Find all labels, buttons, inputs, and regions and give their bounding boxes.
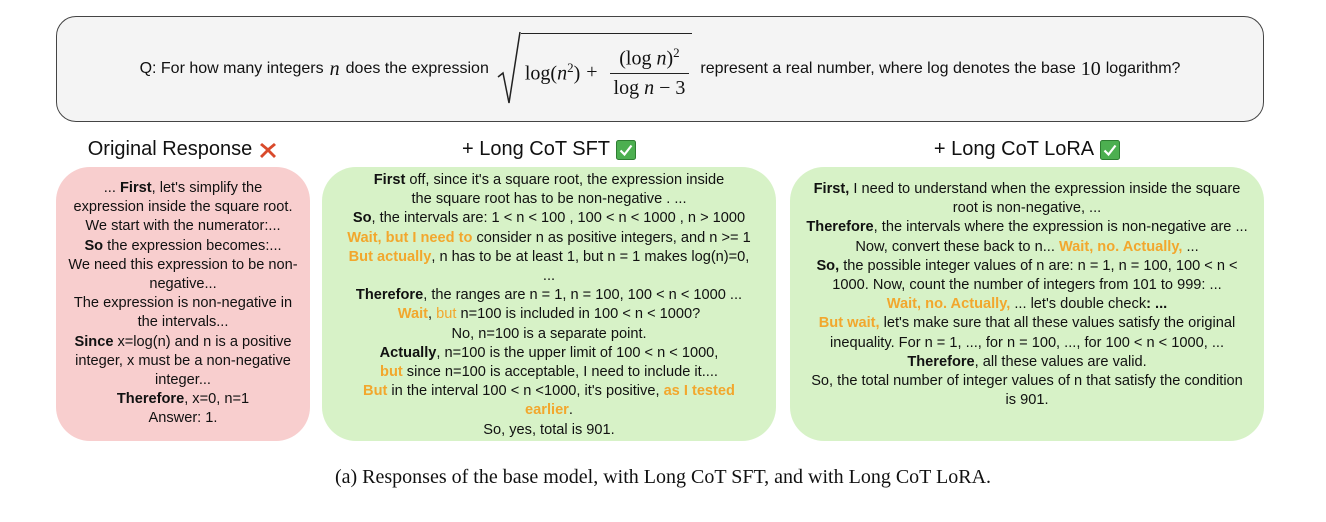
green-check-icon [1100, 140, 1120, 160]
fraction-denominator: log n − 3 [610, 73, 690, 100]
square-root-symbol [497, 31, 521, 107]
math-expression [497, 31, 693, 107]
heading-long-cot-lora: + Long CoT LoRA [790, 138, 1264, 161]
question-base: 10 [1080, 57, 1101, 80]
figure-caption: (a) Responses of the base model, with Long CoT SFT, and with Long CoT LoRA. [334, 466, 992, 488]
heading-original-response: Original Response [56, 138, 310, 161]
question-suffix: represent a real number, where log denotes the base [700, 60, 1076, 77]
fraction [610, 45, 690, 101]
long-cot-sft-panel: First off, since it's a square root, the expression inside the square root has to be non-negative . ... So, the intervals are: 1 < n < 100 , 100 < n < 1000 , n > 1000 Wait, but I need to consider n as positive integers, and n >= 1 But actually, n has to be at least 1, but n = 1 makes log(n)=0, ... Therefore, the ranges are n = 1, n = 100, 100 < n < 1000 ... Wait, but n=100 is included in 100 < n < 1000? No, n=100 is a separate point. Actually, n=100 is the upper limit of 100 < n < 1000, but since n=100 is acceptable, I need to include it.... But in the interval 100 < n <1000, it's positive, as I tested earlier. So, yes, total is 901. [322, 167, 776, 441]
question-end: logarithm? [1105, 60, 1181, 77]
question-variable-n: n [329, 57, 340, 80]
log-term: $\log(n^2)$ [524, 59, 581, 85]
radicand [521, 33, 693, 107]
green-check-icon [616, 140, 636, 160]
plus-sign: + [586, 61, 598, 83]
fraction-numerator: (log n)$^2$ [619, 44, 680, 70]
question-middle: does the expression [345, 60, 489, 77]
question-prefix: Q: For how many integers [139, 60, 324, 77]
long-cot-lora-panel: First, I need to understand when the expression inside the square root is non-negative, ... Therefore, the intervals where the expression is non-negative are ... Now, convert these back to n... Wait, no. Actually, ... So, the possible integer values of n are: n = 1, n = 100, 100 < n < 1000. Now, count the number of integers from 101 to 999: ... Wait, no. Actually, ... let's double check: ... But wait, let's make sure that all these values satisfy the original inequality. For n = 1, ..., for n = 100, ..., for 100 < n < 1000, ... Therefore, all these values are valid. So, the total number of integer values of n that satisfy the condition is 901. [790, 167, 1264, 441]
original-response-panel: ... First, let's simplify the expression inside the square root. We start with the numerator:... So the expression becomes:... We need this expression to be non- negative... The expression is non-negative in the intervals... Since x=log(n) and n is a positive integer, x must be a non-negative integer... Therefore, x=0, n=1 Answer: 1. [56, 167, 310, 441]
question-box [56, 16, 1264, 122]
heading-long-cot-sft: + Long CoT SFT [322, 138, 776, 161]
red-cross-icon [258, 140, 278, 160]
